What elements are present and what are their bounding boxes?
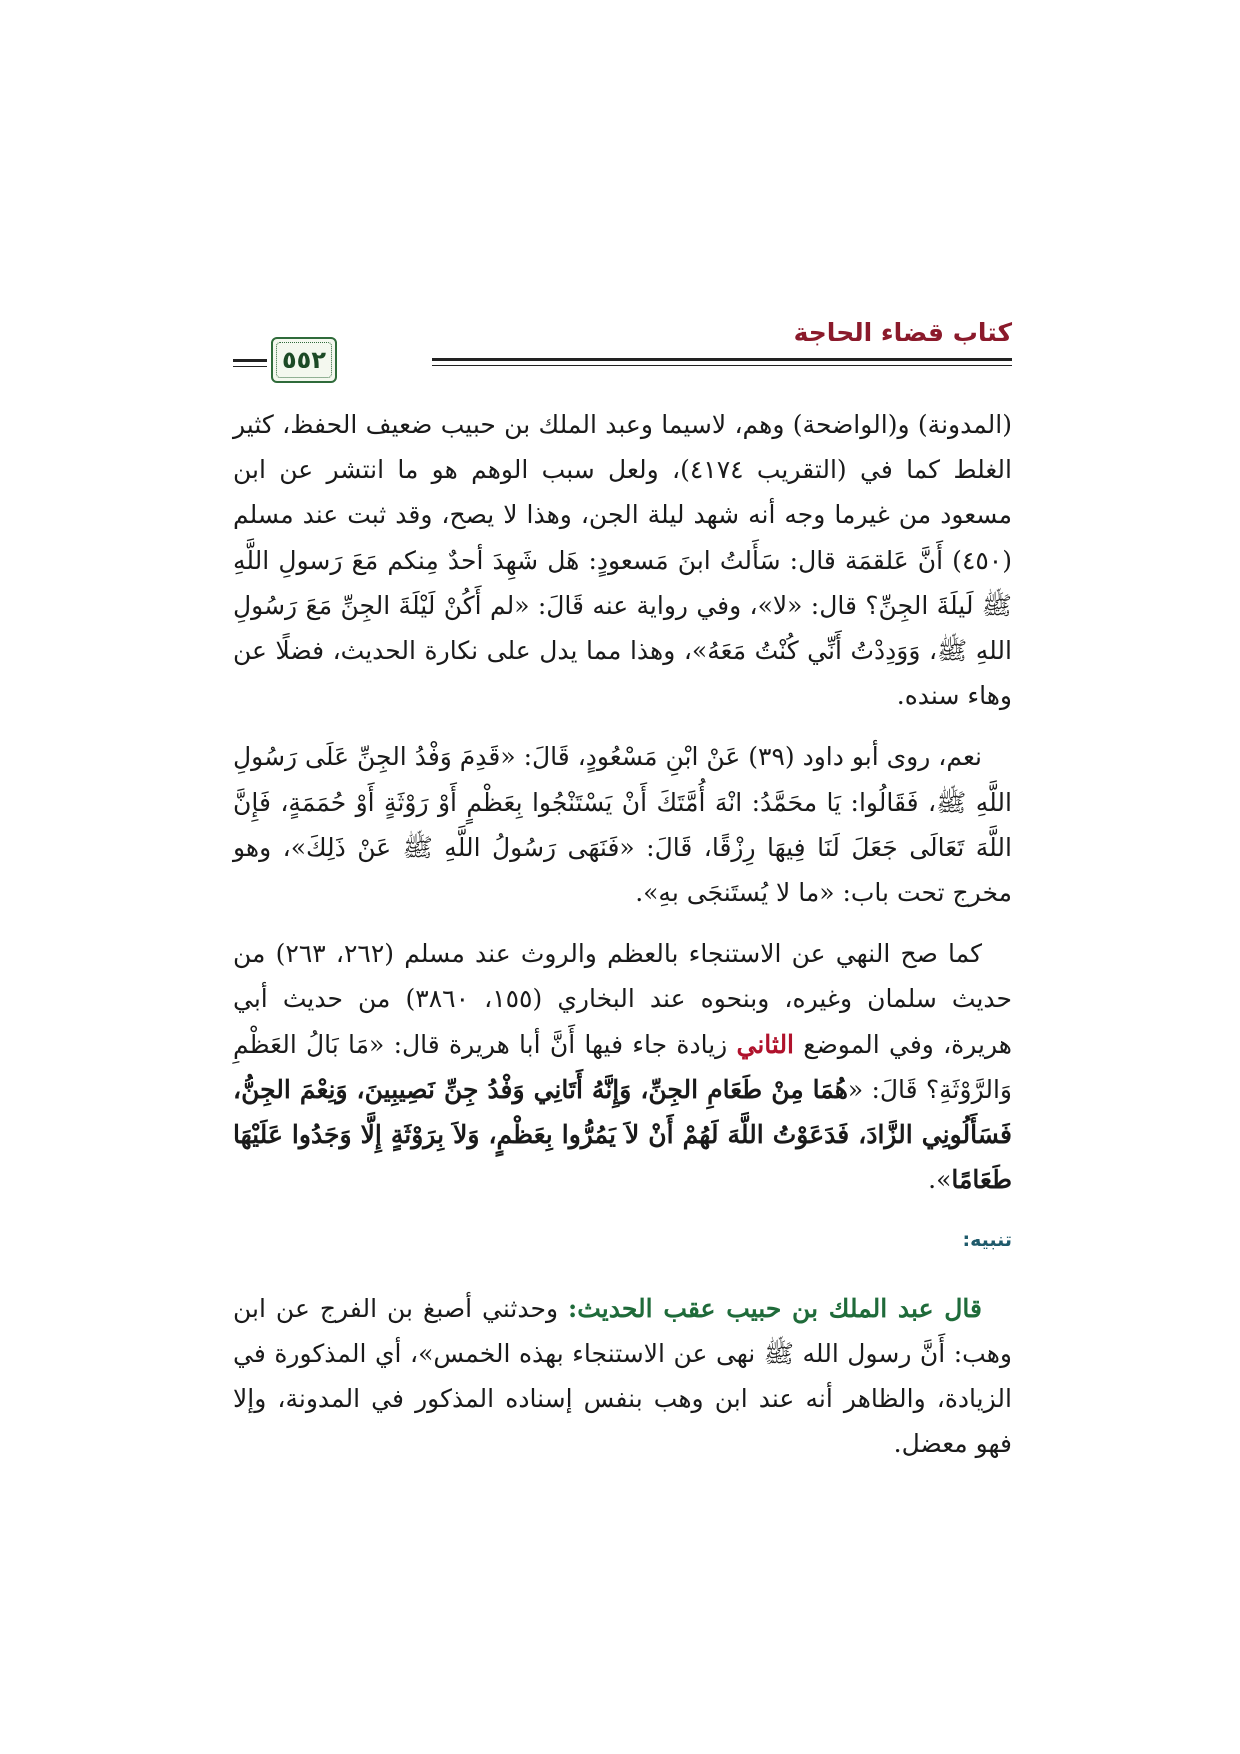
paragraph-1: (المدونة) و(الواضحة) وهم، لاسيما وعبد الملك بن حبيب ضعيف الحفظ، كثير الغلط كما في (التقريب ٤١٧٤)، ولعل سبب الوهم هو ما انتشر عن ابن مسعود من غيرما وجه أنه شهد ليلة الجن، وهذا لا يصح، وقد ثبت عند مسلم (٤٥٠) أَنَّ عَلقمَة قال: سَأَلتُ ابنَ مَسعودٍ: هَل شَهِدَ أحدٌ مِنكم مَعَ رَسولِ اللَّهِ ﷺ لَيلَةَ الجِنِّ؟ قال: «لا»، وفي رواية عنه قَالَ: «لم أَكُنْ لَيْلَةَ الجِنِّ مَعَ رَسُولِ اللهِ ﷺ، وَوَدِدْتُ أَنِّي كُنْتُ مَعَهُ»، وهذا مما يدل على نكارة الحديث، فضلًا عن وهاء سنده. [233, 410, 1012, 711]
paragraph-3 [233, 931, 1012, 1202]
note-heading: تنبيه: [962, 1229, 1012, 1252]
header-rule-left-thin [233, 366, 267, 367]
paragraph-3-text-cont: زيادة جاء فيها أَنَّ أبا هريرة قال: «مَا بَالُ العَظْمِ وَالرَّوْثَةِ؟ قَالَ: « [233, 1029, 1013, 1104]
book-title: كتاب قضاء الحاجة [793, 318, 1012, 347]
paragraph-3-text: كما صح النهي عن الاستنجاء بالعظم والروث عند مسلم (٢٦٢، ٢٦٣) من حديث سلمان وغيره، وبنحوه عند البخاري (١٥٥، ٣٨٦٠) من حديث أبي هريرة، وفي الموضع [233, 939, 1013, 1059]
page-header [233, 316, 1012, 386]
header-rule-thin [432, 365, 1012, 366]
header-rule-thick [432, 358, 1012, 361]
hadith-quote-bold: هُمَا مِنْ طَعَامِ الجِنِّ، وَإِنَّهُ أَتَانِي وَفْدُ جِنِّ نَصِيبِينَ، وَنِعْمَ الجِنُّ، فَسَأَلُونِي الزَّادَ، فَدَعَوْتُ اللَّهَ لَهُمْ أَنْ لاَ يَمُرُّوا بِعَظْمٍ، وَلاَ بِرَوْثَةٍ إِلَّا وَجَدُوا عَلَيْهَا طَعَامًا [233, 1074, 1012, 1195]
page-number-frame [271, 337, 337, 383]
paragraph-4 [233, 1286, 1012, 1467]
header-rule-left-thick [233, 359, 267, 362]
page-number: ٥٥٢ [282, 346, 326, 374]
paragraph-3-end: ». [928, 1165, 952, 1195]
paragraph-4-text: وحدثني أصبغ بن الفرج عن ابن وهب: أَنَّ رسول الله ﷺ نهى عن الاستنجاء بهذه الخمس»، أي المذكورة في الزيادة، والظاهر أنه عند ابن وهب بنفس إسناده المذكور في المدونة، وإلا فهو معضل. [233, 1293, 1012, 1459]
paragraph-2: نعم، روى أبو داود (٣٩) عَنْ ابْنِ مَسْعُودٍ، قَالَ: «قَدِمَ وَفْدُ الجِنِّ عَلَى رَسُولِ اللَّهِ ﷺ، فَقَالُوا: يَا محَمَّدُ: انْهَ أُمَّتَكَ أَنْ يَسْتَنْجُوا بِعَظْمٍ أَوْ رَوْثَةٍ أَوْ حُمَمَةٍ، فَإِنَّ اللَّهَ تَعَالَى جَعَلَ لَنَا فِيهَا رِزْقًا، قَالَ: «فَنَهَى رَسُولُ اللَّهِ ﷺ عَنْ ذَلِكَ»، وهو مخرج تحت باب: «ما لا يُستَنجَى بهِ». [233, 742, 1012, 908]
highlight-second: الثاني [736, 1029, 795, 1059]
quote-attribution: قال عبد الملك بن حبيب عقب الحديث: [568, 1293, 982, 1323]
page-body [233, 402, 1012, 1482]
